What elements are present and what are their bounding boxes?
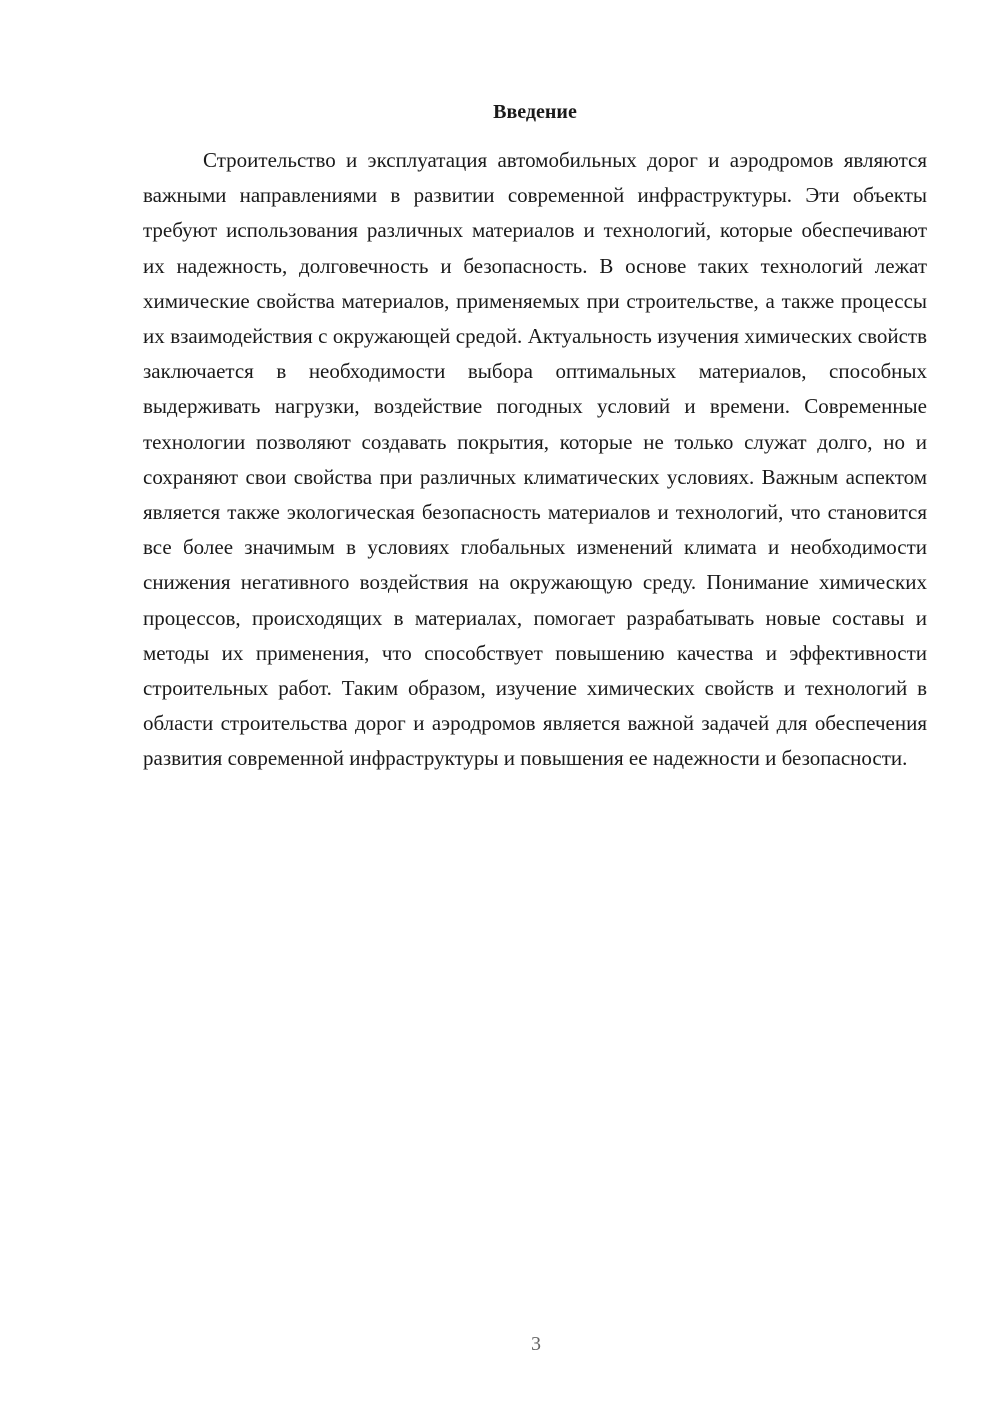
intro-paragraph: Строительство и эксплуатация автомобильных дорог и аэродромов являются важными направлениями в развитии современной инфраструктуры. Эти объекты требуют использования различных материалов и технологий, которые обеспечивают их надежность, долговечность и безопасность. В основе таких технологий лежат химические свойства материалов, применяемых при строительстве, а также процессы их взаимодействия с окружающей средой. Актуальность изучения химических свойств заключается в необходимости выбора оптимальных материалов, способных выдерживать нагрузки, воздействие погодных условий и времени. Современные технологии позволяют создавать покрытия, которые не только служат долго, но и сохраняют свои свойства при различных климатических условиях. Важным аспектом является также экологическая безопасность материалов и технологий, что становится все более значимым в условиях глобальных изменений климата и необходимости снижения негативного воздействия на окружающую среду. Понимание химических процессов, происходящих в материалах, помогает разрабатывать новые составы и методы их применения, что способствует повышению качества и эффективности строительных работ. Таким образом, изучение химических свойств и технологий в области строительства дорог и аэродромов является важной задачей для обеспечения развития современной инфраструктуры и повышения ее надежности и безопасности. xyxy=(143,148,927,771)
section-heading: Введение xyxy=(493,101,577,123)
page-number: 3 xyxy=(531,1333,541,1355)
